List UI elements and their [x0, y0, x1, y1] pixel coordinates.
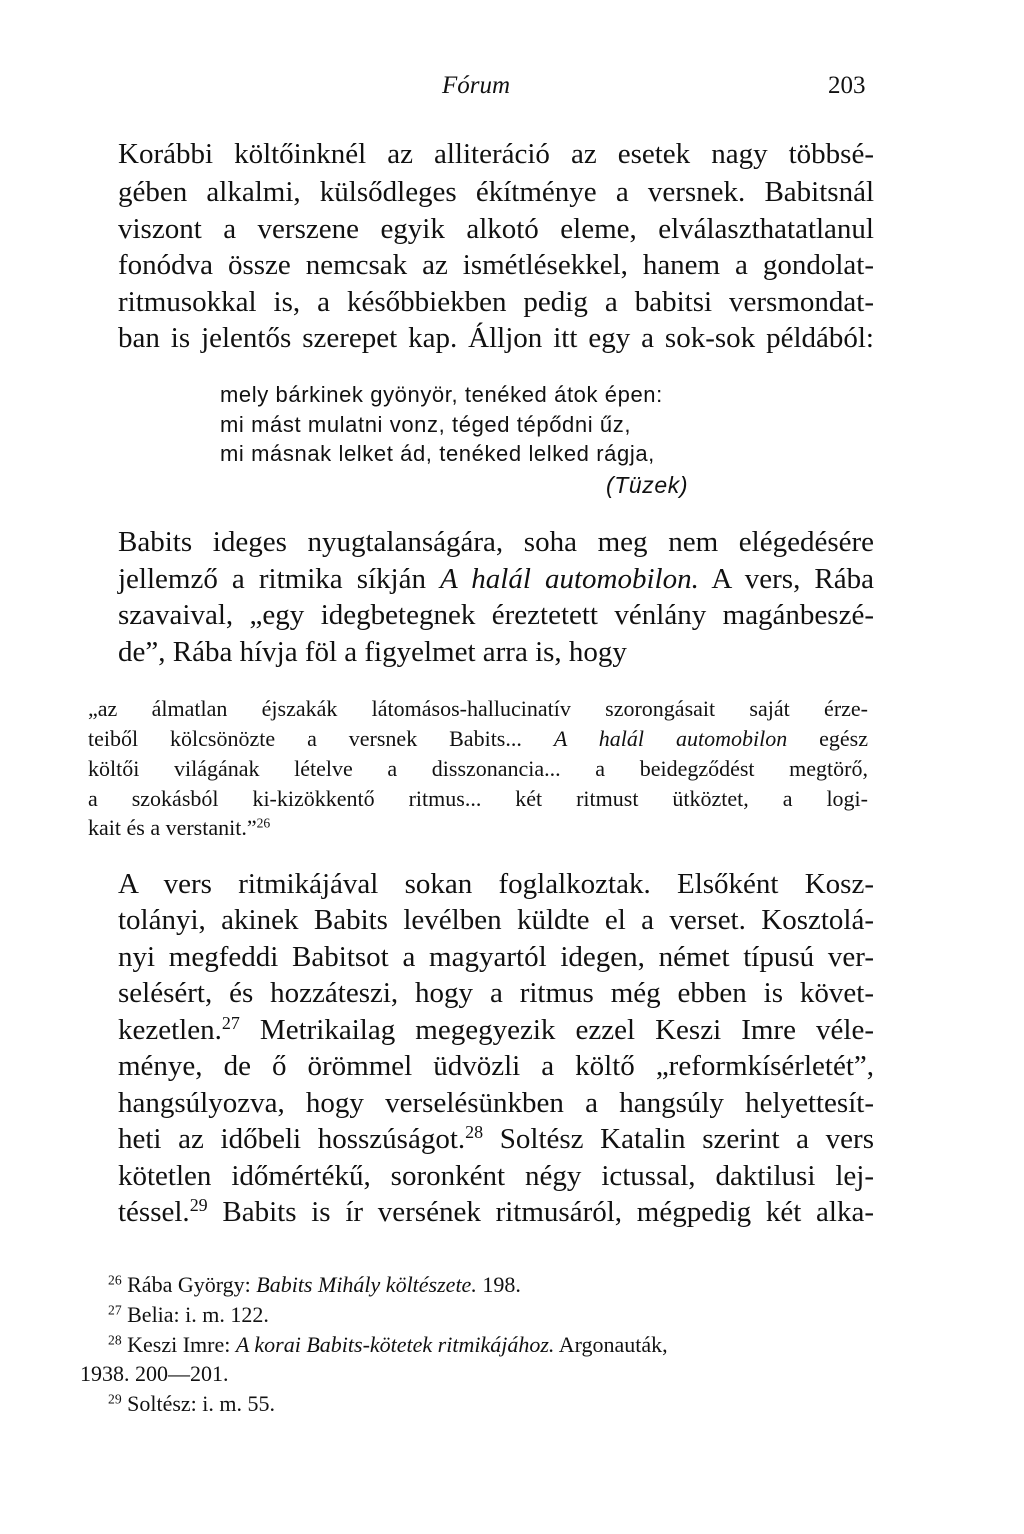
footnote-number: 26	[108, 1272, 122, 1288]
text-line: hangsúlyozva, hogy verselésünkben a hangsúly helyettesít-	[118, 1087, 874, 1119]
verse-line: mely bárkinek gyönyör, tenéked átok épen:	[220, 382, 663, 407]
text-line: A vers ritmikájával sokan foglalkoztak. Elsőként Kosz-	[118, 868, 874, 900]
quote-line	[88, 726, 868, 752]
text-line	[118, 1014, 874, 1047]
text-run: Rába György:	[121, 1272, 257, 1297]
running-head	[0, 68, 1024, 108]
text-line: tolányi, akinek Babits levélben küldte el a verset. Kosztolá-	[118, 904, 874, 936]
text-run: Metrikailag megegyezik ezzel Keszi Imre véle-	[239, 1014, 874, 1046]
text-line	[118, 1123, 874, 1156]
footnote-26	[108, 1272, 521, 1298]
footnote-number: 28	[108, 1332, 122, 1348]
page-number: 203	[828, 72, 866, 99]
footnote-marker: 26	[256, 815, 271, 831]
text-line: kötetlen időmértékű, soronként négy ictussal, daktilusi lej-	[118, 1160, 874, 1192]
text-line: ritmusokkal is, a későbbiekben pedig a babitsi versmondat-	[118, 286, 874, 318]
poem-title: A halál automobilon.	[440, 563, 699, 595]
text-run: teiből kölcsönözte a versnek Babits...	[88, 726, 554, 751]
verse-line: mi másnak lelket ád, tenéked lelked rágja,	[220, 441, 655, 466]
text-line	[118, 563, 874, 596]
text-line: fonódva össze nemcsak az ismétlésekkel, hanem a gondolat-	[118, 249, 874, 281]
text-line: nyi megfeddi Babitsot a magyartól idegen, német típusú ver-	[118, 941, 874, 973]
text-line: ban is jelentős szerepet kap. Álljon itt egy a sok-sok példából:	[118, 322, 874, 354]
verse-source: (Tüzek)	[606, 472, 689, 498]
text-line: Korábbi költőinknél az alliteráció az esetek nagy többsé-	[118, 138, 874, 170]
text-run: heti az időbeli hosszúságot.	[118, 1123, 466, 1155]
text-run: Argonauták,	[554, 1332, 668, 1357]
text-run: kezetlen.	[118, 1014, 222, 1046]
footnote-29	[108, 1391, 275, 1417]
text-run: Belia: i. m. 122.	[121, 1302, 269, 1327]
cited-title: A korai Babits-kötetek ritmikájához.	[235, 1332, 555, 1357]
cited-title: Babits Mihály költészete.	[256, 1272, 477, 1297]
footnote-27	[108, 1302, 269, 1328]
text-run: Soltész: i. m. 55.	[121, 1391, 276, 1416]
footnote-number: 29	[108, 1391, 122, 1407]
footnote-number: 27	[108, 1302, 122, 1318]
quote-line: a szokásból ki-kizökkentő ritmus... két ritmust ütköztet, a logi-	[88, 786, 868, 811]
quote-line: költői világának lételve a disszonancia... a beidegződést megtörő,	[88, 756, 868, 781]
text-line: Babits ideges nyugtalanságára, soha meg nem elégedésére	[118, 526, 874, 558]
text-line: de”, Rába hívja föl a figyelmet arra is, hogy	[118, 636, 627, 668]
verse-line: mi mást mulatni vonz, téged tépődni űz,	[220, 412, 632, 437]
poem-title: A halál automobilon	[553, 726, 788, 751]
text-line: selésért, és hozzáteszi, hogy a ritmus még ebben is követ-	[118, 977, 874, 1009]
text-line	[118, 1196, 874, 1229]
text-run: téssel.	[118, 1196, 190, 1228]
quote-line: „az álmatlan éjszakák látomásos-hallucinatív szorongásait saját érze-	[88, 696, 868, 721]
footnote-marker: 29	[189, 1195, 208, 1216]
text-run: jellemző a ritmika síkján	[118, 563, 441, 595]
footnote-marker: 27	[221, 1013, 240, 1034]
text-run: egész	[787, 726, 869, 751]
text-run: Keszi Imre:	[121, 1332, 236, 1357]
quote-line	[88, 815, 868, 841]
footnote-28	[108, 1332, 668, 1358]
text-run: Soltész Katalin szerint a vers	[483, 1123, 874, 1155]
footnote-marker: 28	[465, 1122, 484, 1143]
text-run: A vers, Rába	[698, 563, 874, 595]
text-run: Babits is ír versének ritmusáról, mégpedig két alka-	[207, 1196, 874, 1228]
text-line: gében alkalmi, külsődleges ékítménye a versnek. Babitsnál	[118, 176, 874, 208]
text-line: ménye, de ő örömmel üdvözli a költő „reformkísérletét”,	[118, 1050, 874, 1082]
text-line: viszont a verszene egyik alkotó eleme, elválaszthatatlanul	[118, 213, 874, 245]
running-title: Fórum	[442, 72, 511, 99]
text-run: kait és a verstanit.”	[88, 815, 257, 840]
footnote-28-continuation: 1938. 200—201.	[80, 1361, 229, 1386]
text-run: 198.	[476, 1272, 521, 1297]
text-line: szavaival, „egy idegbetegnek éreztetett vénlány magánbeszé-	[118, 599, 874, 631]
